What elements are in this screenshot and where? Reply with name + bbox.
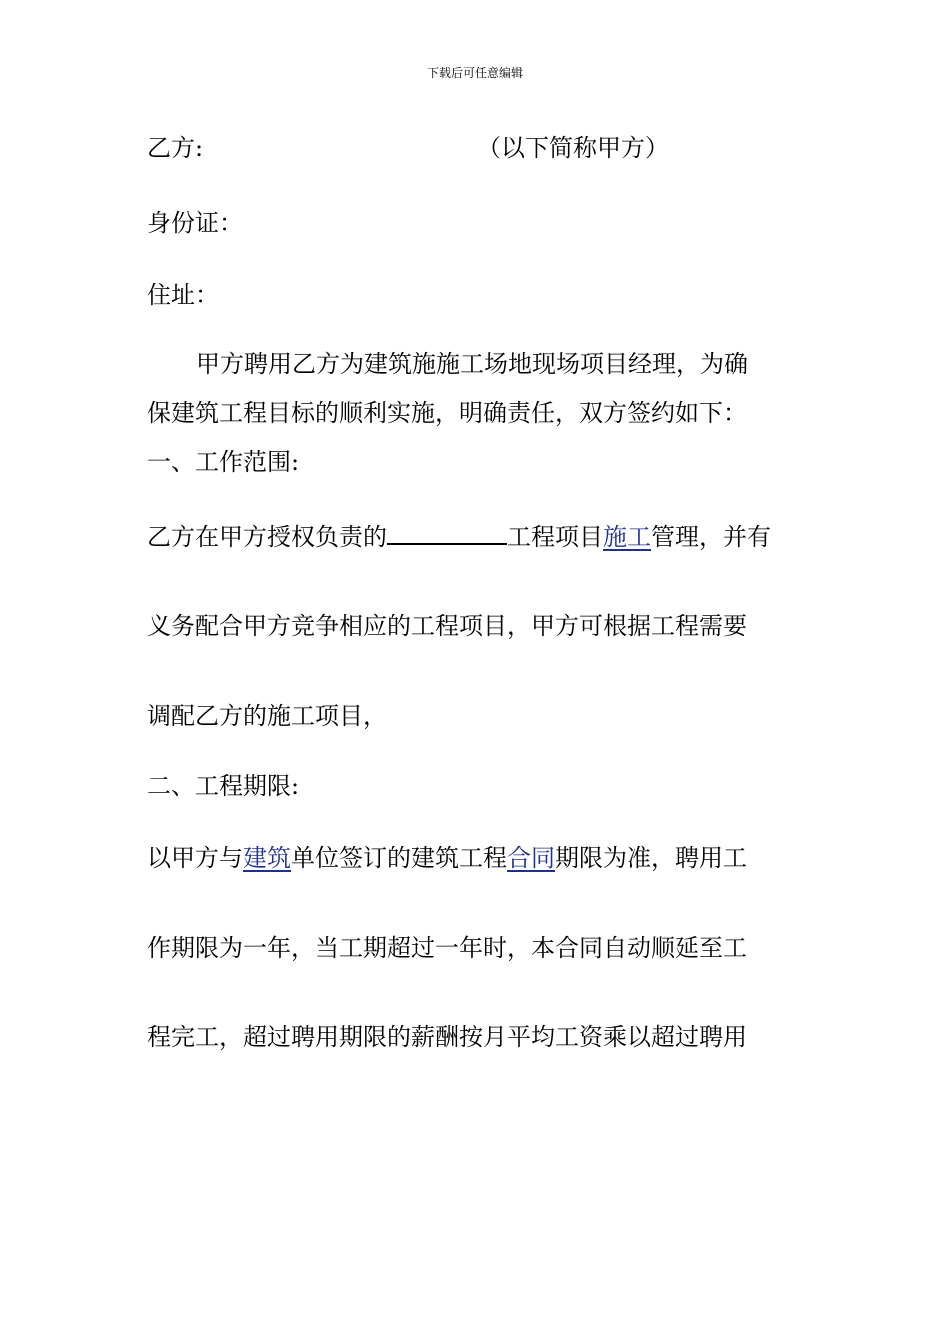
address-label: 住址： <box>147 281 219 309</box>
construction-link[interactable]: 施工 <box>603 523 651 551</box>
contract-link[interactable]: 合同 <box>507 844 555 872</box>
id-card-label: 身份证： <box>147 209 243 237</box>
page-header: 下载后可任意编辑 <box>426 66 523 80</box>
section-1-line-1 <box>147 521 771 552</box>
section-2-line-1-pre: 以甲方与 <box>147 844 243 872</box>
section-1-line-1-pre: 乙方在甲方授权负责的 <box>147 523 387 551</box>
project-name-blank <box>387 521 507 545</box>
section-2-heading: 二、工程期限: <box>147 772 300 800</box>
section-1-line-3: 调配乙方的施工项目， <box>147 702 387 730</box>
section-2-line-1-post: 期限为准，聘用工 <box>555 844 747 872</box>
section-1-line-1-post: 管理，并有 <box>651 523 771 551</box>
section-1-heading: 一、工作范围: <box>147 448 300 476</box>
party-b-label: 乙方: <box>147 134 204 162</box>
section-1-line-2: 义务配合甲方竞争相应的工程项目，甲方可根据工程需要 <box>147 612 747 640</box>
building-link[interactable]: 建筑 <box>243 844 291 872</box>
section-2-line-3: 程完工，超过聘用期限的薪酬按月平均工资乘以超过聘用 <box>147 1023 747 1051</box>
party-b-note: （以下简称甲方） <box>477 134 669 162</box>
section-2-line-1-mid: 单位签订的建筑工程 <box>291 844 507 872</box>
intro-line-1: 甲方聘用乙方为建筑施施工场地现场项目经理，为确 <box>196 350 748 378</box>
section-1-line-1-mid: 工程项目 <box>507 523 603 551</box>
intro-line-2: 保建筑工程目标的顺利实施，明确责任，双方签约如下： <box>147 399 747 427</box>
section-2-line-2: 作期限为一年，当工期超过一年时，本合同自动顺延至工 <box>147 934 747 962</box>
section-2-line-1 <box>147 843 747 873</box>
